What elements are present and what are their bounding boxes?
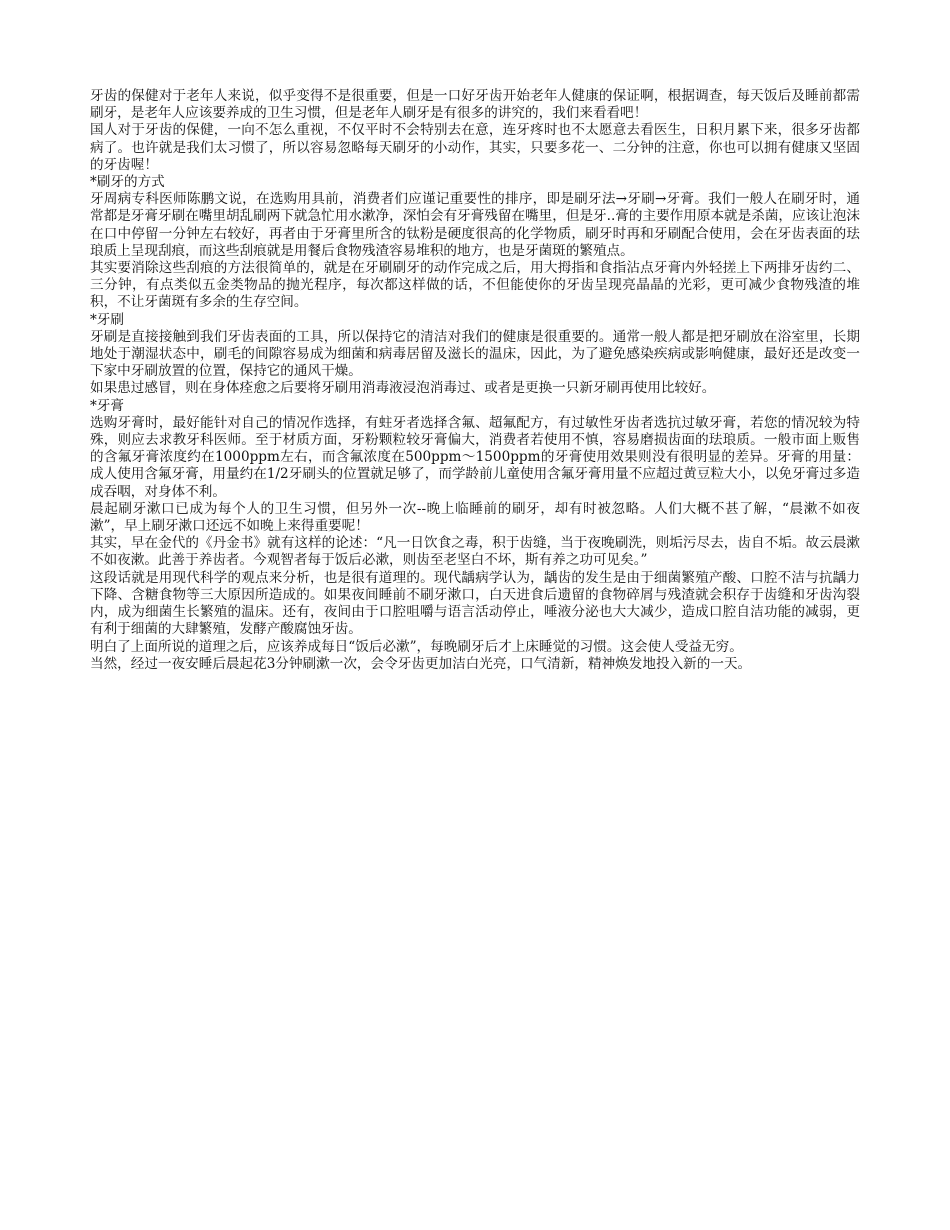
paragraph-closing: 当然，经过一夜安睡后晨起花3分钟刷漱一次，会令牙齿更加洁白光亮，口气清新，精神焕发地投入新的一天。 [90, 655, 752, 672]
section-heading-toothbrush: *牙刷 [90, 311, 124, 328]
article-body [90, 88, 860, 673]
paragraph-habit: 国人对于牙齿的保健，一向不怎么重视，不仅平时不会特别去在意，连牙疼时也不太愿意去看医生，日积月累下来，很多牙齿都病了。也许就是我们太习惯了，所以容易忽略每天刷牙的小动作，其实，只要多花一、二分钟的注意，你也可以拥有健康又坚固的牙齿喔！ [90, 122, 860, 173]
paragraph-ancient-quote: 其实，早在金代的《丹金书》就有这样的论述：“凡一日饮食之毒，积于齿缝，当于夜晚刷洗，则垢污尽去，齿自不垢。故云晨漱不如夜漱。此善于养齿者。今观智者每于饭后必漱，则齿至老坚白不坏，斯有养之功可见矣。” [90, 535, 860, 569]
paragraph-modern-science: 这段话就是用现代科学的观点来分析，也是很有道理的。现代龋病学认为，龋齿的发生是由于细菌繁殖产酸、口腔不洁与抗龋力下降、含糖食物等三大原因所造成的。如果夜间睡前不刷牙漱口，白天进食后遗留的食物碎屑与残渣就会积存于齿缝和牙齿沟裂内，成为细菌生长繁殖的温床。还有，夜间由于口腔咀嚼与语言活动停止，唾液分泌也大大减少，造成口腔自洁功能的减弱，更有利于细菌的大肆繁殖，发酵产酸腐蚀牙齿。 [90, 569, 860, 638]
section-heading-toothpaste: *牙膏 [90, 397, 124, 414]
paragraph-brushing-method: 牙周病专科医师陈鹏文说，在选购用具前，消费者们应谨记重要性的排序，即是刷牙法→牙刷→牙膏。我们一般人在刷牙时，通常都是牙膏牙刷在嘴里胡乱刷两下就急忙用水漱净，深怕会有牙膏残留在嘴里，但是牙..膏的主要作用原本就是杀菌，应该让泡沫在口中停留一分钟左右较好，再者由于牙膏里所含的钛粉是硬度很高的化学物质，刷牙时再和牙刷配合使用，会在牙齿表面的珐琅质上呈现刮痕，而这些刮痕就是用餐后食物残渣容易堆积的地方，也是牙菌斑的繁殖点。 [90, 191, 860, 259]
intro-paragraph: 牙齿的保健对于老年人来说，似乎变得不是很重要，但是一口好牙齿开始老年人健康的保证啊，根据调查，每天饭后及睡前都需刷牙，是老年人应该要养成的卫生习惯，但是老年人刷牙是有很多的讲究的，我们来看看吧！ [90, 88, 860, 122]
paragraph-habit-conclusion: 明白了上面所说的道理之后，应该养成每日“饭后必漱”，每晚刷牙后才上床睡觉的习惯。这会使人受益无穷。 [90, 638, 743, 655]
paragraph-polishing: 其实要消除这些刮痕的方法很简单的，就是在牙刷刷牙的动作完成之后，用大拇指和食指沾点牙膏内外轻搓上下两排牙齿约二、三分钟，有点类似五金类物品的抛光程序，每次都这样做的话，不但能使你的牙齿呈现亮晶晶的光彩，更可减少食物残渣的堆积，不让牙菌斑有多余的生存空间。 [90, 260, 860, 311]
paragraph-toothpaste: 选购牙膏时，最好能针对自己的情况作选择，有蛀牙者选择含氟、超氟配方，有过敏性牙齿者选抗过敏牙膏，若您的情况较为特殊，则应去求教牙科医师。至于材质方面，牙粉颗粒较牙膏偏大，消费者若使用不慎，容易磨损齿面的珐琅质。一般市面上贩售的含氟牙膏浓度约在1000ppm左右，而含氟浓度在500ppm～1500ppm的牙膏使用效果则没有很明显的差异。牙膏的用量：成人使用含氟牙膏，用量约在1/2牙刷头的位置就足够了，而学龄前儿童使用含氟牙膏用量不应超过黄豆粒大小，以免牙膏过多造成吞咽，对身体不利。 [90, 414, 860, 500]
paragraph-toothbrush-after-cold: 如果患过感冒，则在身体痊愈之后要将牙刷用消毒液浸泡消毒过、或者是更换一只新牙刷再使用比较好。 [90, 380, 716, 397]
paragraph-toothbrush: 牙刷是直接接触到我们牙齿表面的工具，所以保持它的清洁对我们的健康是很重要的。通常一般人都是把牙刷放在浴室里，长期地处于潮湿状态中，刷毛的间隙容易成为细菌和病毒居留及滋长的温床，因此，为了避免感染疾病或影响健康，最好还是改变一下家中牙刷放置的位置，保持它的通风干燥。 [90, 328, 860, 380]
section-heading-brushing-method: *刷牙的方式 [90, 174, 165, 191]
paragraph-night-brushing: 晨起刷牙漱口已成为每个人的卫生习惯，但另外一次--晚上临睡前的刷牙，却有时被忽略。人们大概不甚了解，“晨漱不如夜漱”，早上刷牙漱口还远不如晚上来得重要呢！ [90, 500, 860, 535]
